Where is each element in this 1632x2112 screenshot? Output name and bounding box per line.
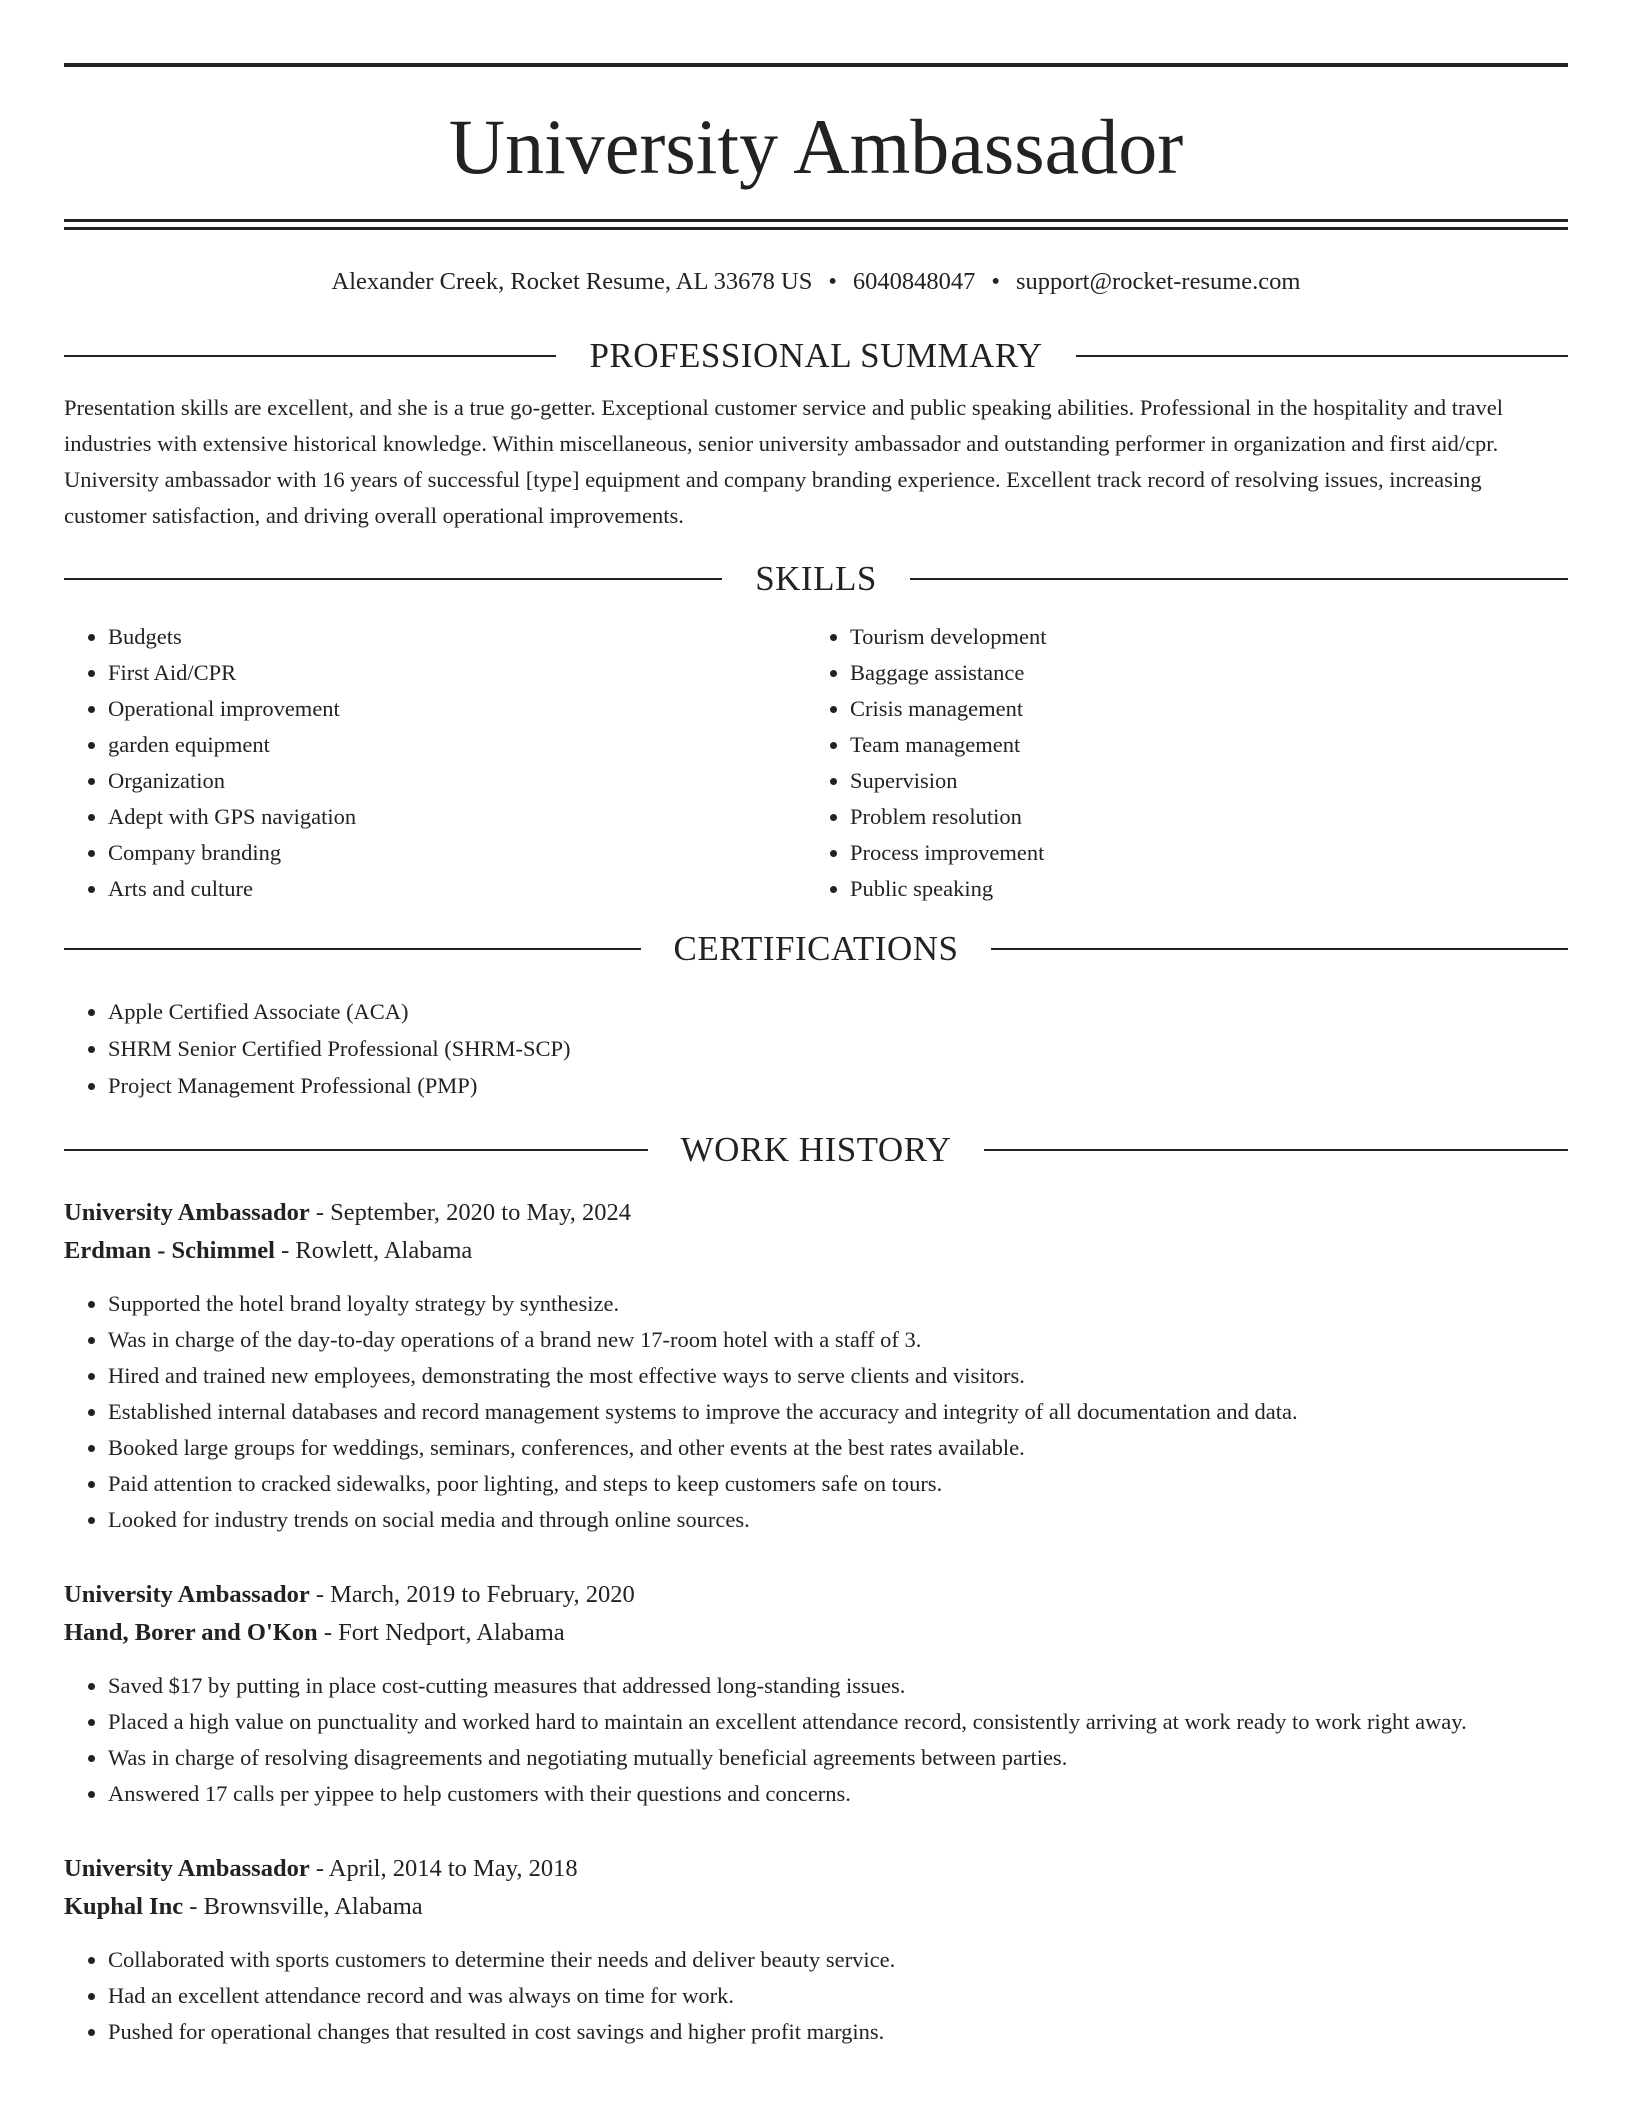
skills-section-heading bbox=[64, 557, 1568, 601]
skills-column-right bbox=[806, 619, 1548, 907]
job-location: - Rowlett, Alabama bbox=[274, 1236, 473, 1264]
skill-item: • Problem resolution bbox=[850, 799, 1548, 835]
job-title: University Ambassador bbox=[64, 1198, 310, 1226]
job-entry bbox=[64, 1194, 1568, 1538]
skills-column-left bbox=[64, 619, 806, 907]
job-title-line bbox=[64, 1194, 1568, 1232]
job-company-line bbox=[64, 1614, 1568, 1652]
job-company: Erdman - Schimmel bbox=[64, 1236, 275, 1264]
contact-separator: • bbox=[828, 268, 837, 295]
skill-item: • First Aid/CPR bbox=[108, 655, 806, 691]
skill-item: • Team management bbox=[850, 727, 1548, 763]
skill-item: • Operational improvement bbox=[108, 691, 806, 727]
top-rule bbox=[64, 63, 1568, 67]
job-bullet: • Was in charge of resolving disagreements and negotiating mutually beneficial agreements between parties. bbox=[108, 1740, 1568, 1776]
skill-item: • Arts and culture bbox=[108, 871, 806, 907]
contact-phone: 6040848047 bbox=[852, 268, 976, 295]
job-bullet: • Paid attention to cracked sidewalks, poor lighting, and steps to keep customers safe on tours. bbox=[108, 1466, 1568, 1502]
job-title-line bbox=[64, 1576, 1568, 1614]
job-bullet: • Booked large groups for weddings, seminars, conferences, and other events at the best rates available. bbox=[108, 1430, 1568, 1466]
job-bullet: • Established internal databases and record management systems to improve the accuracy and integrity of all documentation and data. bbox=[108, 1394, 1568, 1430]
certification-item: • Project Management Professional (PMP) bbox=[108, 1067, 1568, 1104]
certifications-list bbox=[64, 993, 1568, 1104]
job-title: University Ambassador bbox=[64, 1854, 310, 1882]
job-bullet: • Had an excellent attendance record and was always on time for work. bbox=[108, 1978, 1568, 2014]
job-bullet: • Placed a high value on punctuality and worked hard to maintain an excellent attendance record, consistently arriving at work ready to work right away. bbox=[108, 1704, 1568, 1740]
skill-item: • garden equipment bbox=[108, 727, 806, 763]
skills-heading-label: SKILLS bbox=[755, 558, 877, 598]
skill-item: • Supervision bbox=[850, 763, 1548, 799]
skill-item: • Tourism development bbox=[850, 619, 1548, 655]
job-dates: - March, 2019 to February, 2020 bbox=[309, 1580, 635, 1608]
contact-address: Alexander Creek, Rocket Resume, AL 33678 US bbox=[331, 268, 813, 295]
divider-line bbox=[984, 1149, 1568, 1151]
resume-page bbox=[64, 0, 1568, 2050]
divider-line bbox=[1076, 355, 1568, 357]
job-entry bbox=[64, 1576, 1568, 1812]
job-bullet: • Was in charge of the day-to-day operations of a brand new 17-room hotel with a staff of 3. bbox=[108, 1322, 1568, 1358]
skill-item: • Organization bbox=[108, 763, 806, 799]
job-company-line bbox=[64, 1232, 1568, 1270]
job-company: Kuphal Inc bbox=[64, 1892, 184, 1920]
certification-item: • Apple Certified Associate (ACA) bbox=[108, 993, 1568, 1030]
skill-item: • Process improvement bbox=[850, 835, 1548, 871]
work-history-heading-label: WORK HISTORY bbox=[680, 1129, 952, 1169]
skill-item: • Baggage assistance bbox=[850, 655, 1548, 691]
skill-item: • Crisis management bbox=[850, 691, 1548, 727]
job-dates: - September, 2020 to May, 2024 bbox=[309, 1198, 632, 1226]
skill-item: • Adept with GPS navigation bbox=[108, 799, 806, 835]
skill-item: • Budgets bbox=[108, 619, 806, 655]
job-title: University Ambassador bbox=[64, 1580, 310, 1608]
summary-heading-label: PROFESSIONAL SUMMARY bbox=[589, 336, 1043, 375]
certifications-heading-label: CERTIFICATIONS bbox=[673, 928, 959, 968]
summary-section-heading bbox=[64, 334, 1568, 378]
summary-text: Presentation skills are excellent, and she is a true go-getter. Exceptional customer service and public speaking abilities. Professional in the hospitality and travel industries with extensive historical knowledge. Within miscellaneous, senior university ambassador and outstanding performer in organization and first aid/cpr. University ambassador with 16 years of successful [type] equipment and company branding experience. Excellent track record of resolving issues, increasing customer satisfaction, and driving overall operational improvements. bbox=[64, 395, 1503, 528]
job-bullet: • Hired and trained new employees, demonstrating the most effective ways to serve clients and visitors. bbox=[108, 1358, 1568, 1394]
divider-line bbox=[991, 948, 1568, 950]
divider-line bbox=[64, 948, 641, 950]
job-dates: - April, 2014 to May, 2018 bbox=[309, 1854, 578, 1882]
job-bullet: • Collaborated with sports customers to determine their needs and deliver beauty service. bbox=[108, 1942, 1568, 1978]
certification-item: • SHRM Senior Certified Professional (SHRM-SCP) bbox=[108, 1030, 1568, 1067]
divider-line bbox=[64, 578, 722, 580]
job-location: - Brownsville, Alabama bbox=[183, 1892, 423, 1920]
skill-item: • Public speaking bbox=[850, 871, 1548, 907]
job-entry bbox=[64, 1850, 1568, 2050]
skill-item: • Company branding bbox=[108, 835, 806, 871]
contact-line bbox=[64, 264, 1568, 300]
job-bullet: • Pushed for operational changes that resulted in cost savings and higher profit margins. bbox=[108, 2014, 1568, 2050]
divider-line bbox=[64, 355, 556, 357]
skills-list bbox=[64, 619, 1568, 907]
job-bullet: • Supported the hotel brand loyalty strategy by synthesize. bbox=[108, 1286, 1568, 1322]
work-history-section-heading bbox=[64, 1128, 1568, 1172]
job-bullet: • Looked for industry trends on social media and through online sources. bbox=[108, 1502, 1568, 1538]
resume-title: University Ambassador bbox=[448, 103, 1184, 190]
certifications-section-heading bbox=[64, 927, 1568, 971]
divider-line bbox=[910, 578, 1568, 580]
job-location: - Fort Nedport, Alabama bbox=[317, 1618, 565, 1646]
job-bullet: • Saved $17 by putting in place cost-cutting measures that addressed long-standing issues. bbox=[108, 1668, 1568, 1704]
job-title-line bbox=[64, 1850, 1568, 1888]
job-company: Hand, Borer and O'Kon bbox=[64, 1618, 318, 1646]
divider-line bbox=[64, 1149, 648, 1151]
contact-email[interactable]: support@rocket-resume.com bbox=[1015, 268, 1301, 295]
job-company-line bbox=[64, 1888, 1568, 1926]
contact-separator: • bbox=[991, 268, 1000, 295]
job-bullet: • Answered 17 calls per yippee to help customers with their questions and concerns. bbox=[108, 1776, 1568, 1812]
double-rule bbox=[64, 219, 1568, 230]
